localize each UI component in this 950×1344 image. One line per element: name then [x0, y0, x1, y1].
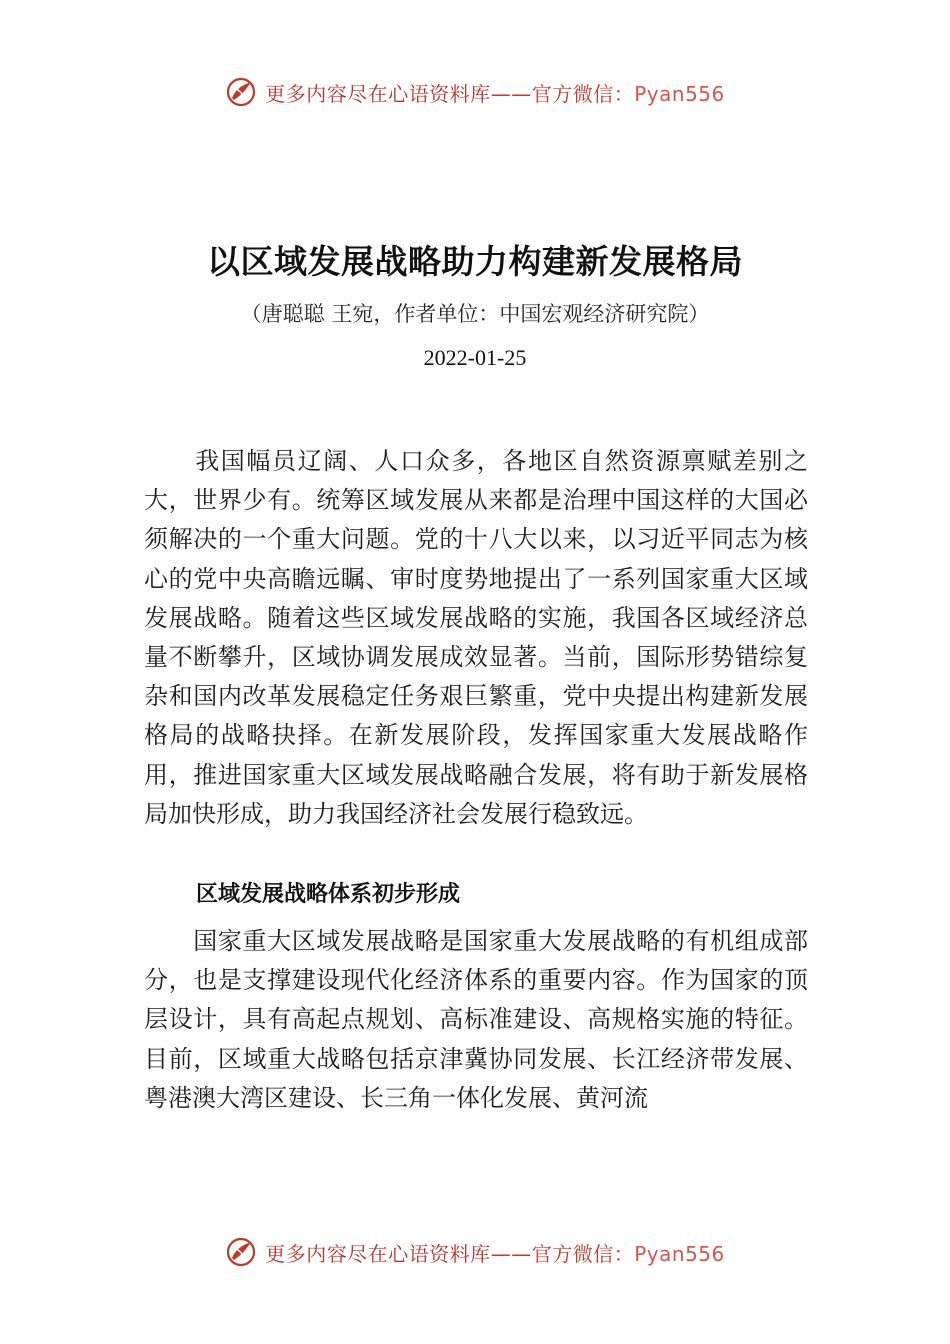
document-date: 2022-01-25 [423, 345, 527, 370]
footer-watermark [0, 1232, 950, 1272]
watermark-wechat-id: Pyan556 [634, 81, 725, 106]
watermark-text [265, 78, 725, 107]
watermark-text [265, 1238, 725, 1267]
body-paragraph-1 [144, 442, 808, 834]
paragraph-text: 我国幅员辽阔、人口众多，各地区自然资源禀赋差别之大，世界少有。统筹区域发展从来都是治理中国这样的大国必须解决的一个重大问题。党的十八大以来，以习近平同志为核心的党中央高瞻远瞩、审时度势地提出了一系列国家重大区域发展战略。随着这些区域发展战略的实施，我国各区域经济总量不断攀升，区域协调发展成效显著。当前，国际形势错综复杂和国内改革发展稳定任务艰巨繁重，党中央提出构建新发展格局的战略抉择。在新发展阶段，发挥国家重大发展战略作用，推进国家重大区域发展战略融合发展，将有助于新发展格局加快形成，助力我国经济社会发展行稳致远。 [144, 447, 808, 828]
document-title: 以区域发展战略助力构建新发展格局 [207, 242, 743, 281]
watermark-dash: —— [490, 81, 532, 106]
watermark-main-text: 更多内容尽在心语资料库 [265, 81, 491, 106]
watermark-wechat-id: Pyan556 [634, 1241, 725, 1266]
quill-swirl-logo-icon [225, 1236, 257, 1268]
body-paragraph-2 [144, 922, 808, 1118]
header-watermark [0, 72, 950, 112]
watermark-main-text: 更多内容尽在心语资料库 [265, 1241, 491, 1266]
document-authors: （唐聪聪 王宛，作者单位：中国宏观经济研究院） [240, 302, 710, 326]
quill-swirl-logo-icon [225, 76, 257, 108]
paragraph-text: 国家重大区域发展战略是国家重大发展战略的有机组成部分，也是支撑建设现代化经济体系的重要内容。作为国家的顶层设计，具有高起点规划、高标准建设、高规格实施的特征。目前，区域重大战略包括京津冀协同发展、长江经济带发展、粤港澳大湾区建设、长三角一体化发展、黄河流 [144, 927, 808, 1112]
watermark-wechat-label: 官方微信： [531, 1241, 635, 1266]
watermark-wechat-label: 官方微信： [531, 81, 635, 106]
watermark-dash: —— [490, 1241, 532, 1266]
section-heading: 区域发展战略体系初步形成 [196, 882, 461, 907]
